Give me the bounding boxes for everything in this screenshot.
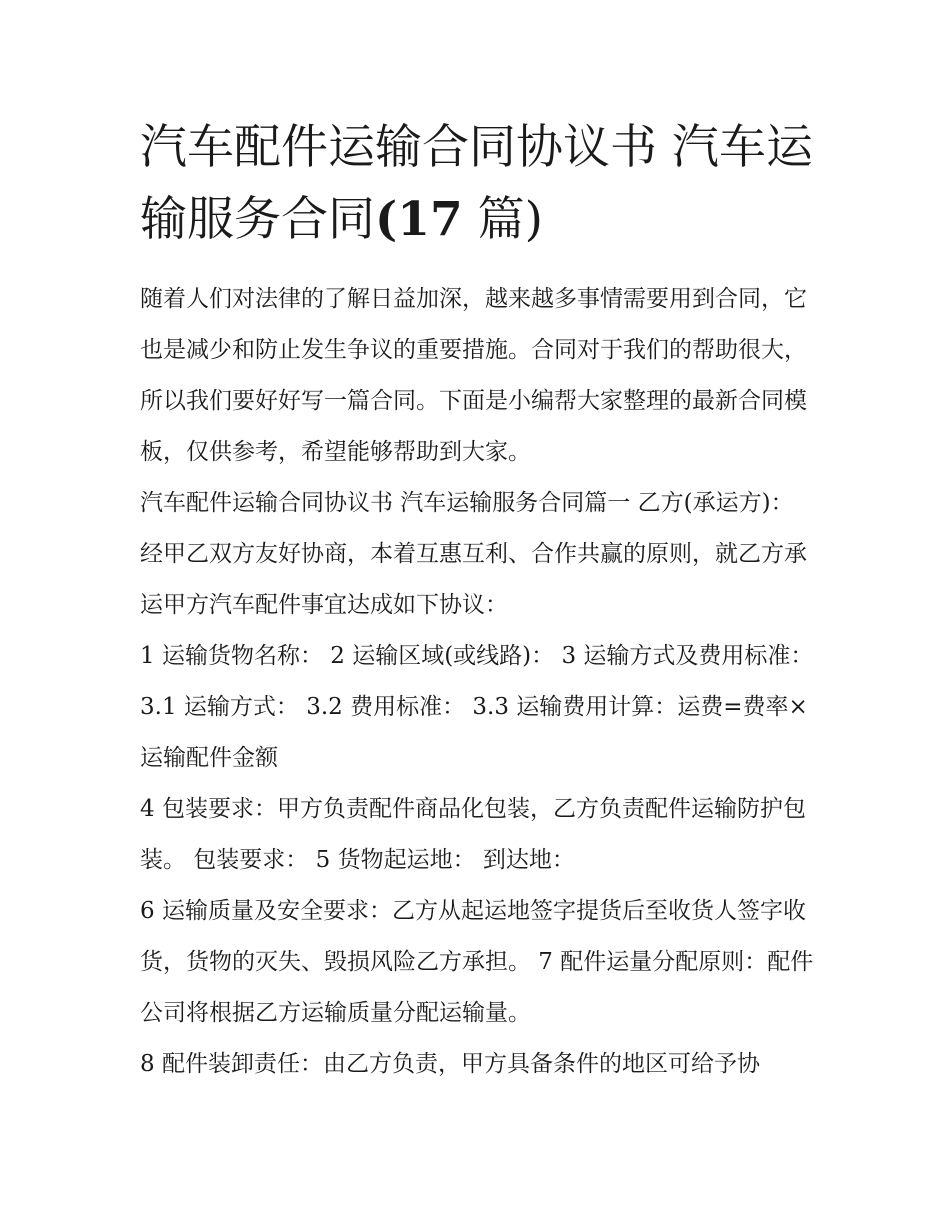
title-suffix: 篇) — [462, 192, 543, 247]
title-count: (17 — [375, 192, 463, 247]
document-title — [140, 112, 820, 256]
paragraph-contract-header: 汽车配件运输合同协议书 汽车运输服务合同篇一 乙方(承运方)： 经甲乙双方友好协商，本着互惠互利、合作共赢的原则，就乙方承运甲方汽车配件事宜达成如下协议： — [140, 490, 807, 618]
paragraph-intro: 随着人们对法律的了解日益加深，越来越多事情需要用到合同，它也是减少和防止发生争议的重要措施。合同对于我们的帮助很大，所以我们要好好写一篇合同。下面是小编帮大家整理的最新合同模板，仅供参考，希望能够帮助到大家。 — [140, 286, 807, 465]
paragraph-clauses-6-7: 6 运输质量及安全要求：乙方从起运地签字提货后至收货人签字收货，货物的灭失、毁损风险乙方承担。 7 配件运量分配原则：配件公司将根据乙方运输质量分配运输量。 — [140, 898, 814, 1026]
document-page — [140, 112, 820, 1090]
paragraph-clauses-4-5: 4 包装要求：甲方负责配件商品化包装，乙方负责配件运输防护包装。 包装要求： 5 货物起运地： 到达地： — [140, 796, 806, 873]
title-text: 汽车配件运输合同协议书 汽车运输服务合同 — [140, 120, 813, 247]
document-body — [140, 274, 820, 1090]
paragraph-clauses-1-3: 1 运输货物名称： 2 运输区域(或线路)： 3 运输方式及费用标准： 3.1 运输方式： 3.2 费用标准： 3.3 运输费用计算：运费=费率×运输配件金额 — [140, 643, 814, 771]
paragraph-clause-8: 8 配件装卸责任：由乙方负责，甲方具备条件的地区可给予协 — [140, 1051, 760, 1077]
